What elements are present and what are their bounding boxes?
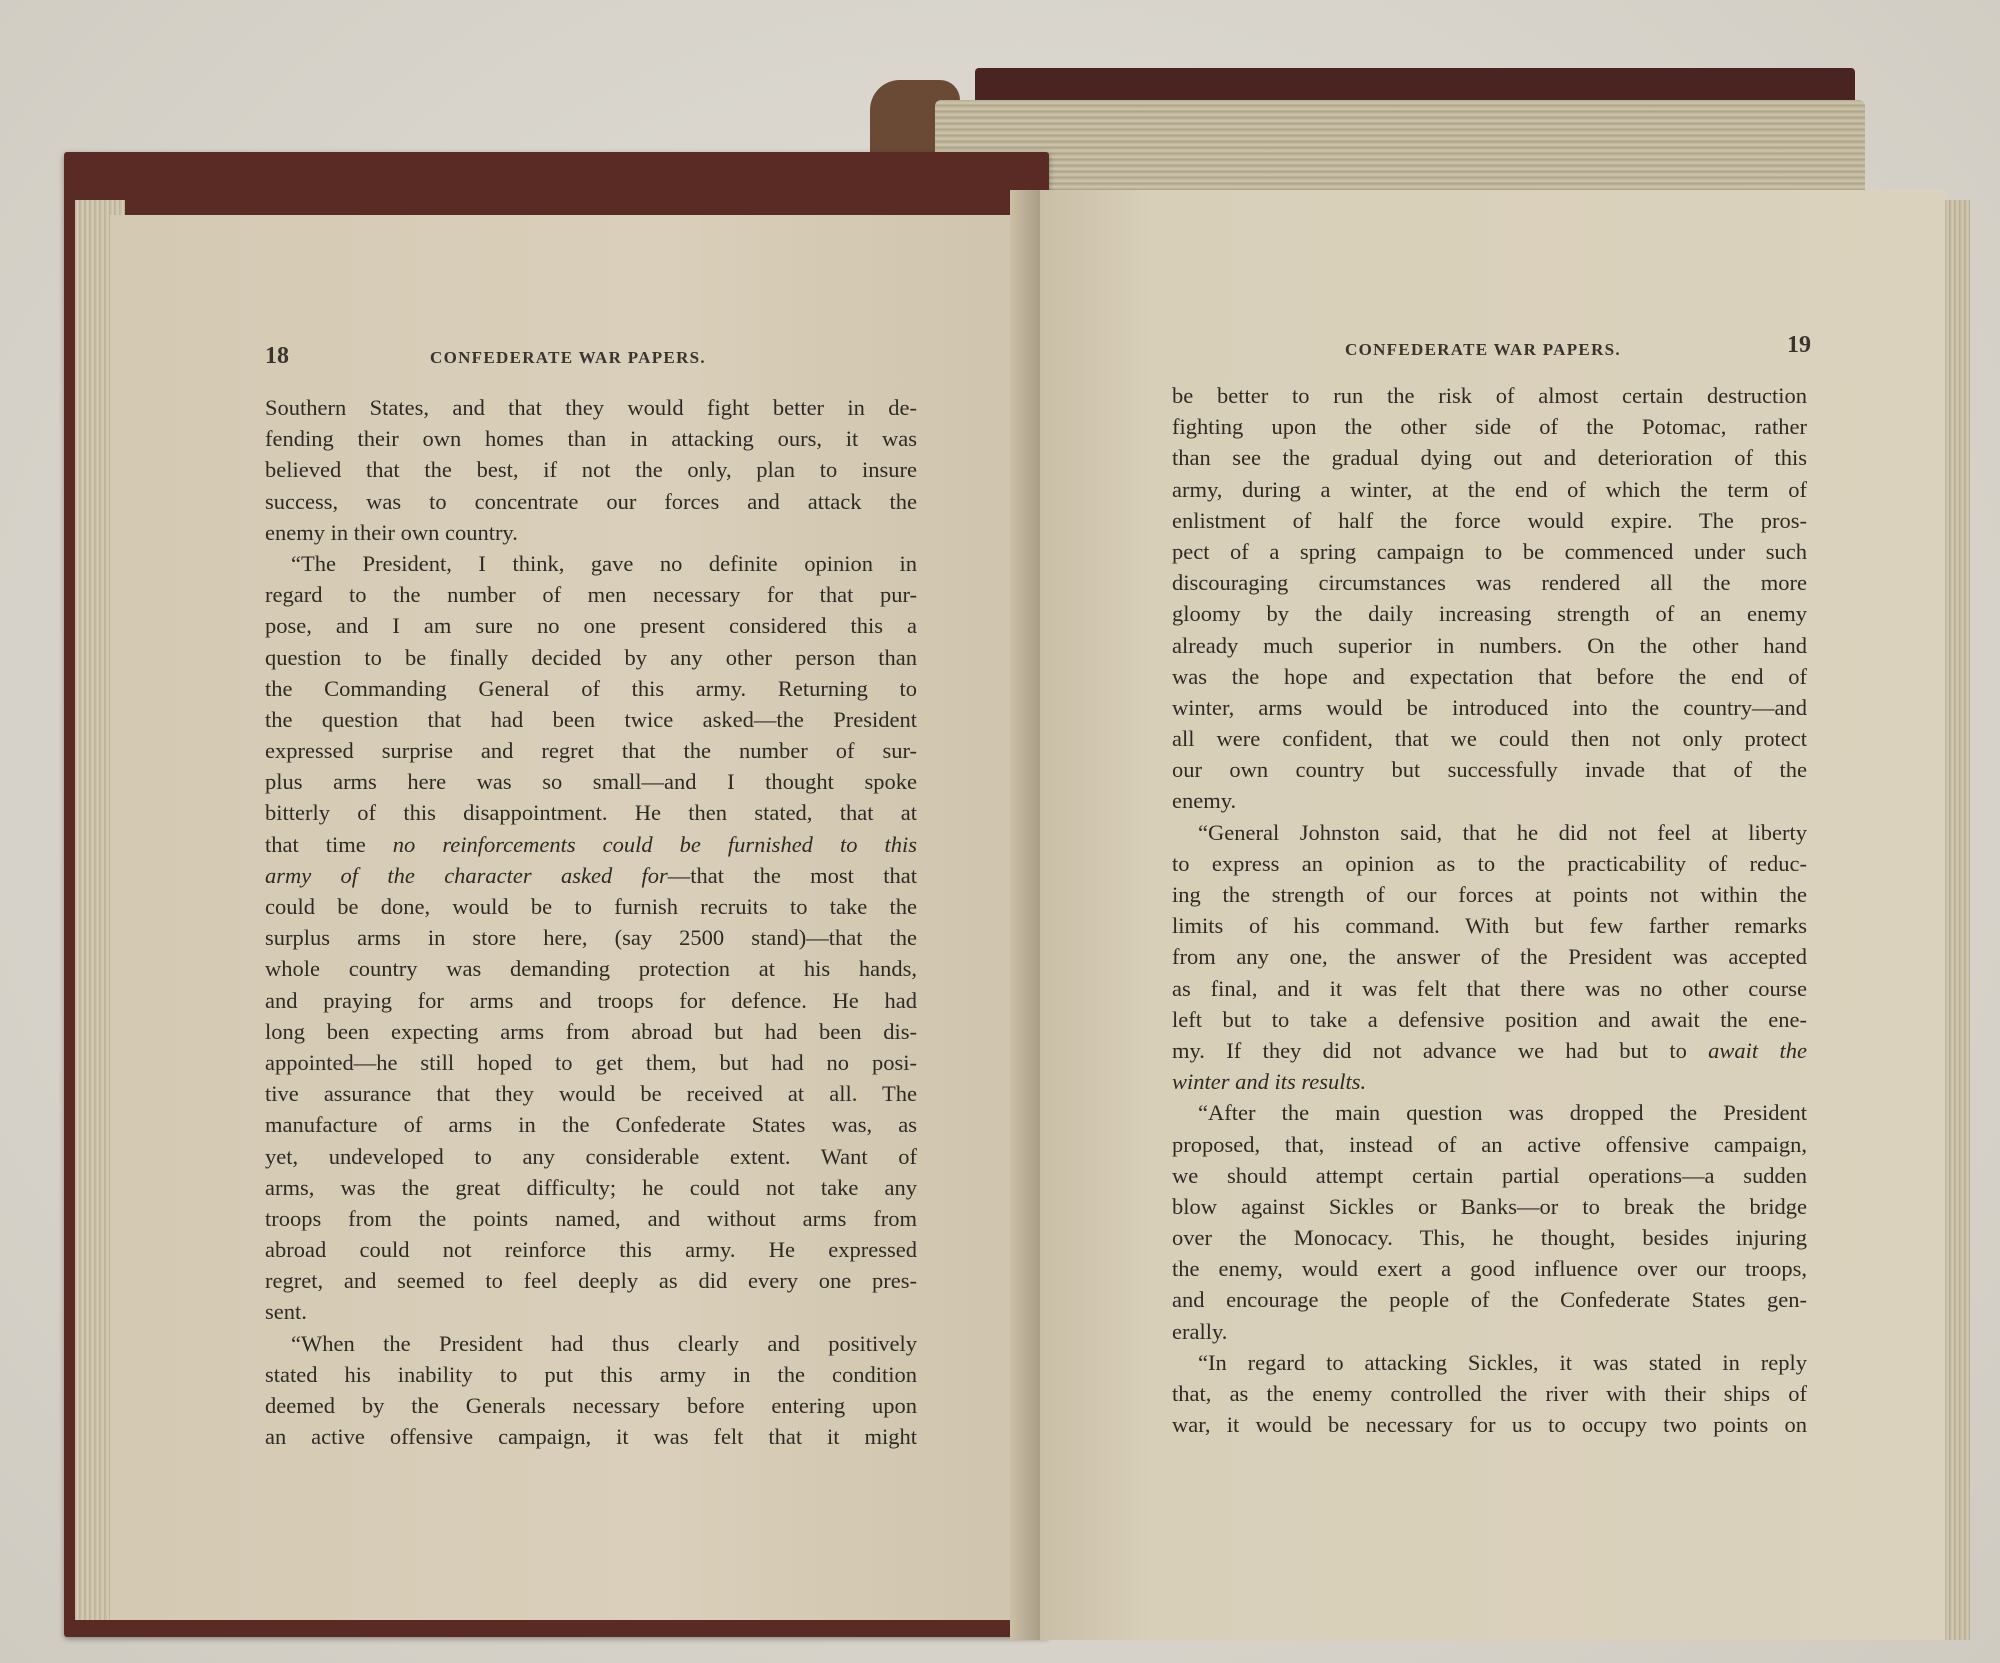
line-text: whole country was demanding protection at his hands, [265,956,917,982]
line-text: fighting upon the other side of the Potomac, rather [1172,414,1807,440]
line-text: Southern States, and that they would fight better in de- [265,395,917,420]
line-text: to express an opinion as to the practicability of reduc- [1172,850,1807,876]
text-line [265,1328,917,1359]
line-text: troops from the points named, and without arms from [265,1205,917,1231]
text-line [1172,536,1807,567]
line-text: blow against Sickles or Banks—or to break the bridge [1172,1193,1807,1219]
text-line [1172,1066,1807,1097]
running-head: CONFEDERATE WAR PAPERS. [430,348,706,367]
text-line [1172,1347,1807,1378]
line-text: success, was to concentrate our forces and attack the [265,488,917,514]
line-text: regret, and seemed to feel deeply as did every one pres- [265,1268,917,1294]
text-line [1172,941,1807,972]
text-line [265,1078,917,1109]
text-line [265,1141,917,1172]
line-text: “After the main question was dropped the President [1198,1100,1807,1126]
line-text: enemy. [1172,788,1237,814]
italic-text: await the [1708,1037,1808,1063]
text-line [265,423,917,454]
text-line [1172,1129,1807,1160]
running-head: CONFEDERATE WAR PAPERS. [1345,340,1621,359]
italic-text: army of the character asked for [265,862,668,888]
line-text: proposed, that, instead of an active offensive campaign, [1172,1131,1807,1157]
line-text: regard to the number of men necessary for that pur- [265,582,917,608]
line-text: the question that had been twice asked—the President [265,706,917,732]
line-text: tive assurance that they would be received at all. The [265,1081,917,1107]
text-line [265,735,917,766]
text-line [265,1359,917,1390]
text-line [265,1234,917,1265]
line-text: all were confident, that we could then not only protect [1172,726,1807,752]
text-line [265,1265,917,1296]
line-text: winter, arms would be introduced into the country—and [1172,694,1807,720]
line-text: and encourage the people of the Confederate States gen- [1172,1287,1807,1313]
line-text: already much superior in numbers. On the other hand [1172,632,1807,658]
line-text: expressed surprise and regret that the number of sur- [265,738,917,764]
text-line [1172,692,1807,723]
text-line [1172,1378,1807,1409]
page-number: 18 [265,343,289,369]
text-line [1172,723,1807,754]
line-text: long been expecting arms from abroad but had been dis- [265,1018,917,1044]
line-text: “In regard to attacking Sickles, it was stated in reply [1198,1349,1807,1375]
text-line [265,486,917,517]
line-text: army, during a winter, at the end of which the term of [1172,476,1807,502]
text-line [1172,380,1807,411]
line-text: believed that the best, if not the only, plan to insure [265,457,917,483]
text-line [265,610,917,641]
text-line [1172,661,1807,692]
text-line [265,1421,917,1452]
line-text: that, as the enemy controlled the river with their ships of [1172,1381,1807,1406]
line-text: sent. [265,1299,307,1325]
line-text: be better to run the risk of almost certain destruction [1172,383,1807,408]
line-text: an active offensive campaign, it was felt that it might [265,1424,917,1450]
line-text: from any one, the answer of the President was accepted [1172,944,1807,970]
text-line [1172,442,1807,473]
text-line [1172,567,1807,598]
text-line [1172,879,1807,910]
line-text: surplus arms in store here, (say 2500 stand)—that the [265,925,917,951]
text-line [265,797,917,828]
text-line [1172,1316,1807,1347]
italic-text: winter and its results. [1172,1069,1367,1095]
text-line [1172,1160,1807,1191]
line-text: fending their own homes than in attacking ours, it was [265,426,917,452]
text-line [265,860,917,891]
text-line [1172,630,1807,661]
text-line [1172,474,1807,505]
text-line [265,454,917,485]
text-line [265,673,917,704]
text-line [1172,817,1807,848]
body-text [265,392,917,1452]
text-line [1172,1004,1807,1035]
line-text: plus arms here was so small—and I thought spoke [265,769,917,795]
text-line [1172,411,1807,442]
line-text: the enemy, would exert a good influence over our troops, [1172,1256,1807,1282]
line-text: my. If they did not advance we had but to [1172,1037,1709,1063]
line-text: question to be finally decided by any other person than [265,644,917,670]
line-text: erally. [1172,1318,1228,1344]
text-line [265,766,917,797]
text-line [265,392,917,423]
line-text: gloomy by the daily increasing strength of an enemy [1172,601,1807,627]
text-line [1172,598,1807,629]
line-text: “The President, I think, gave no definite opinion in [291,550,917,576]
text-line [265,704,917,735]
text-line [265,1047,917,1078]
line-text: “General Johnston said, that he did not feel at liberty [1198,819,1807,845]
text-line [265,1296,917,1327]
line-text: that time [265,831,393,857]
line-text: we should attempt certain partial operations—a sudden [1172,1162,1807,1188]
line-text: discouraging circumstances was rendered all the more [1172,570,1807,596]
text-line [265,642,917,673]
text-line [1172,1191,1807,1222]
line-text: —that the most that [667,862,917,888]
line-text: over the Monocacy. This, he thought, besides injuring [1172,1225,1807,1251]
line-text: appointed—he still hoped to get them, but had no posi- [265,1049,917,1075]
text-line [265,517,917,548]
line-text: ing the strength of our forces at points not within the [1172,882,1807,907]
text-line [265,548,917,579]
line-text: and praying for arms and troops for defence. He had [265,987,917,1013]
text-line [1172,754,1807,785]
line-text: pect of a spring campaign to be commenced under such [1172,538,1807,564]
line-text: stated his inability to put this army in the condition [265,1361,917,1387]
line-text: war, it would be necessary for us to occupy two points on [1172,1412,1807,1438]
text-line [265,1109,917,1140]
line-text: enemy in their own country. [265,519,518,545]
text-line [1172,1035,1807,1066]
text-line [1172,848,1807,879]
text-line [265,1172,917,1203]
line-text: “When the President had thus clearly and positively [291,1330,917,1356]
text-line [1172,785,1807,816]
line-text: could be done, would be to furnish recruits to take the [265,894,917,919]
right-page [1040,190,1945,1640]
text-line [265,922,917,953]
body-text [1172,380,1807,1440]
text-line [1172,1284,1807,1315]
page-number: 19 [1787,332,1811,358]
line-text: manufacture of arms in the Confederate States was, as [265,1112,917,1138]
text-line [1172,910,1807,941]
text-line [265,579,917,610]
line-text: yet, undeveloped to any considerable extent. Want of [265,1143,917,1169]
line-text: limits of his command. With but few farther remarks [1172,913,1807,939]
line-text: as final, and it was felt that there was no other course [1172,975,1807,1001]
line-text: than see the gradual dying out and deterioration of this [1172,445,1807,471]
text-line [265,891,917,922]
line-text: bitterly of this disappointment. He then stated, that at [265,800,917,826]
text-line [1172,1097,1807,1128]
line-text: our own country but successfully invade that of the [1172,757,1807,783]
line-text: pose, and I am sure no one present considered this a [265,613,917,639]
line-text: deemed by the Generals necessary before entering upon [265,1393,917,1418]
text-line [265,1203,917,1234]
text-line [265,1390,917,1421]
italic-text: no reinforcements could be furnished to this [392,831,917,857]
line-text: the Commanding General of this army. Returning to [265,675,917,701]
text-line [1172,1222,1807,1253]
left-page [110,215,1030,1620]
text-line [1172,1253,1807,1284]
text-line [265,829,917,860]
line-text: left but to take a defensive position and await the ene- [1172,1006,1807,1032]
text-line [1172,1409,1807,1440]
text-line [265,1016,917,1047]
text-line [265,953,917,984]
line-text: was the hope and expectation that before the end of [1172,663,1807,689]
text-line [265,985,917,1016]
line-text: abroad could not reinforce this army. He expressed [265,1237,917,1263]
line-text: arms, was the great difficulty; he could not take any [265,1174,917,1200]
line-text: enlistment of half the force would expire. The pros- [1172,507,1807,533]
text-line [1172,505,1807,536]
text-line [1172,973,1807,1004]
